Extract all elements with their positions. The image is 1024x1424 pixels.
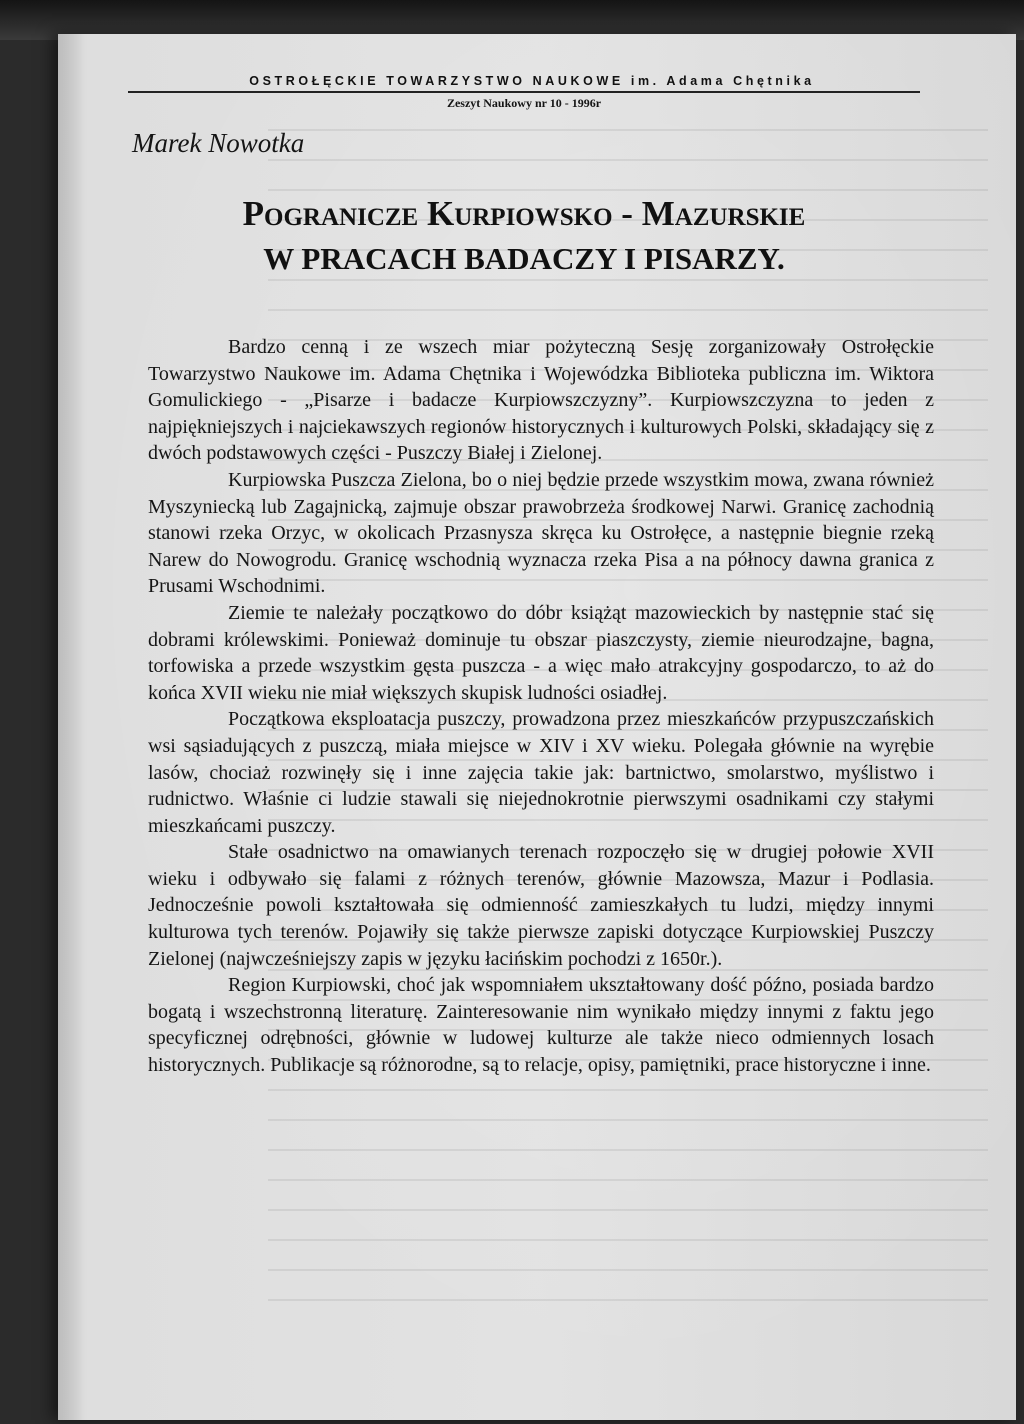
paragraph-1: Bardzo cenną i ze wszech miar pożyteczną Sesję zorganizowały Ostrołęckie Towarzystwo Naukowe im. Adama Chętnika i Wojewódzka Biblioteka publiczna im. Wiktora Gomulickiego - „Pisarze i badacze Kurpiowszczyzny”. Kurpiowszczyzna to jeden z najpiękniejszych i najciekawszych regionów historycznych i kulturowych Polski, składający się z dwóch podstawowych części - Puszczy Białej i Zielonej. (148, 336, 934, 465)
paragraph-3: Ziemie te należały początkowo do dóbr książąt mazowieckich by następnie stać się dobrami królewskimi. Ponieważ dominuje tu obszar piaszczysty, ziemie nieurodzajne, bagna, torfowiska a przede wszystkim gęsta puszcza - a więc mało atrakcyjny gospodarczo, to aż do końca XVII wieku nie miał większych skupisk ludności osiadłej. (148, 601, 934, 704)
paragraph-5: Stałe osadnictwo na omawianych terenach rozpoczęło się w drugiej połowie XVII wieku i odbywało się falami z różnych terenów, głównie Mazowsza, Mazur i Podlasia. Jednocześnie powoli kształtowała się odmienność zamieszkałych tu ludzi, między innymi kulturowa tych terenów. Pojawiły się także pierwsze zapiski dotyczące Kurpiowskiej Puszczy Zielonej (najwcześniejszy zapis w języku łacińskim pochodzi z 1650r.). (148, 841, 934, 970)
paragraph-6: Region Kurpiowski, choć jak wspomniałem ukształtowany dość późno, posiada bardzo bogatą i wszechstronną literaturę. Zainteresowanie nim wynikało między innymi z faktu jego specyficznej odrębności, głównie w ludowej kulturze ale także nieco odmiennych losach historycznych. Publikacje są różnorodne, są to relacje, opisy, pamiętniki, prace historyczne i inne. (148, 974, 934, 1077)
title-line-2: W PRACACH BADACZY I PISARZY. (263, 241, 785, 276)
issue-line: Zeszyt Naukowy nr 10 - 1996r (446, 96, 602, 110)
paragraph-2: Kurpiowska Puszcza Zielona, bo o niej będzie przede wszystkim mowa, zwana również Myszyniecką lub Zagajnicką, zajmuje obszar prawobrzeża środkowej Narwi. Granicę zachodnią stanowi rzeka Orzyc, w okolicach Przasnysza skręca ku Ostrołęce, a następnie biegnie rzeką Narew do Nowogrodu. Granicę wschodnią wyznacza rzeka Pisa a na północy dawna granica z Prusami Wschodnimi. (148, 468, 934, 598)
article-title (128, 192, 920, 281)
running-head: OSTROŁĘCKIE TOWARZYSTWO NAUKOWE im. Adama Chętnika (249, 74, 815, 88)
title-line-1 (128, 192, 920, 237)
author-name: Marek Nowotka (132, 128, 305, 158)
article-body (148, 334, 934, 1079)
header-rule (128, 91, 920, 93)
page-gutter-shadow (58, 34, 84, 1420)
title-line-1-text: Pogranicze Kurpiowsko - Mazurskie (242, 194, 806, 233)
paragraph-4: Początkowa eksploatacja puszczy, prowadzona przez mieszkańców przypuszczańskich wsi sąsiadujących z puszczą, miała miejsce w XIV i XV wieku. Polegała głównie na wyrębie lasów, chociaż rozwinęły się i inne zajęcia takie jak: bartnictwo, smolarstwo, myślistwo i rudnictwo. Właśnie ci ludzie stawali się niejednokrotnie pierwszymi osadnikami czy stałymi mieszkańcami puszczy. (148, 708, 934, 837)
